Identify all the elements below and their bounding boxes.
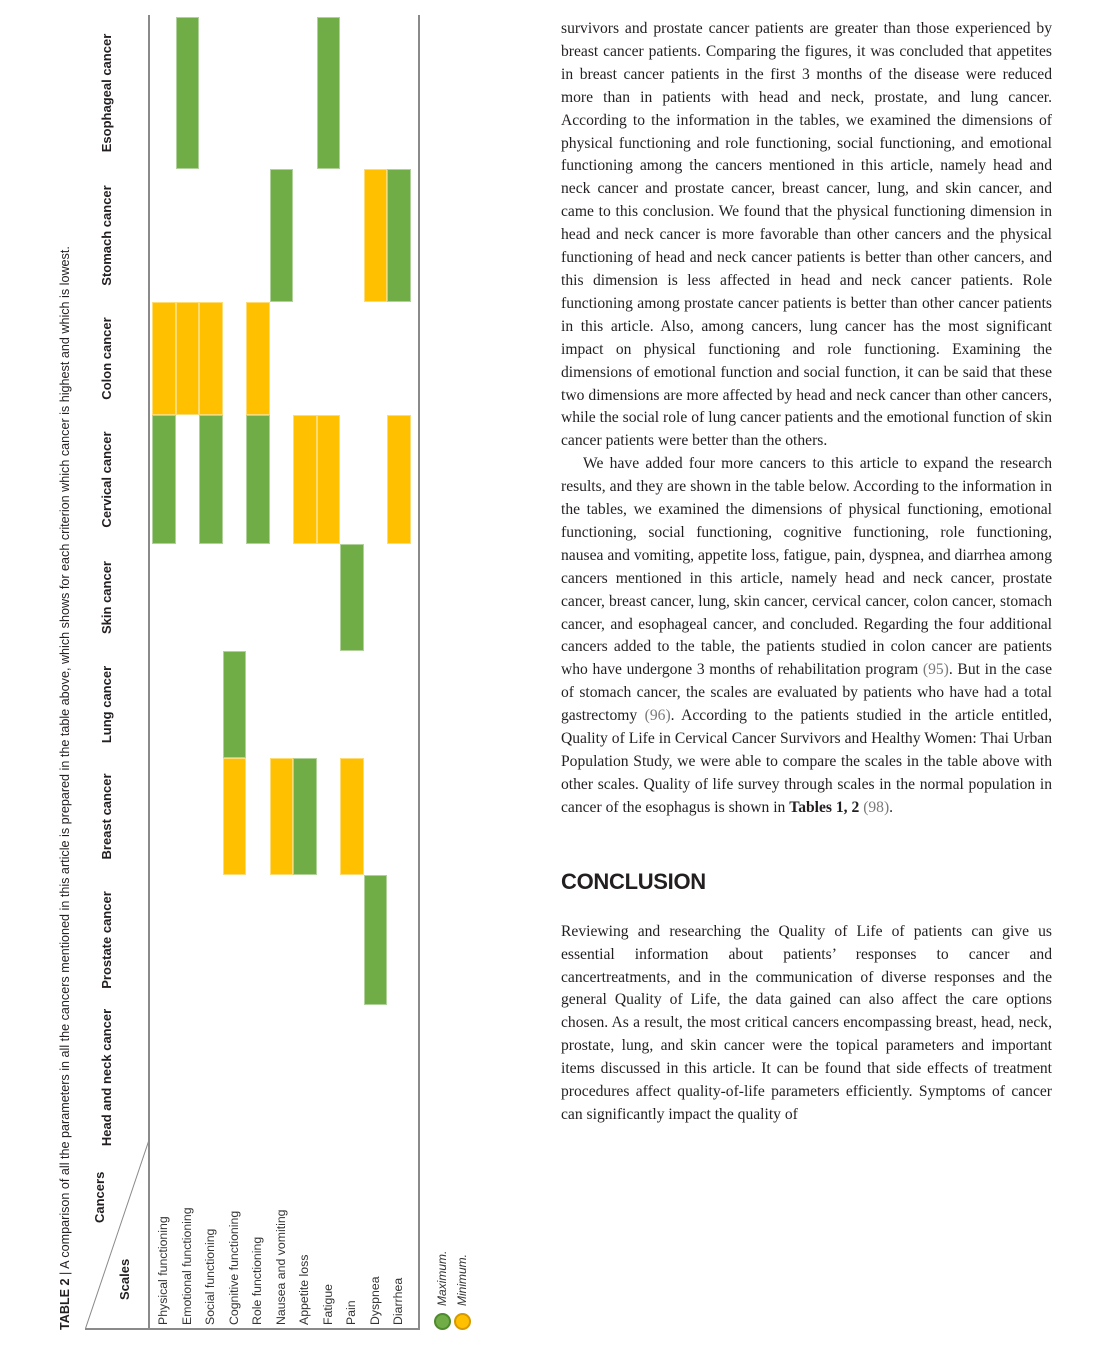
section-heading: CONCLUSION bbox=[561, 868, 706, 894]
cell-max bbox=[270, 169, 294, 302]
table-reference-link[interactable]: Tables 1, 2 bbox=[789, 798, 860, 816]
cell-min bbox=[152, 302, 176, 415]
cell-min bbox=[176, 302, 200, 415]
column-header: Cervical cancer bbox=[98, 431, 114, 528]
cell-min bbox=[340, 758, 364, 875]
header-cancers: Cancers bbox=[92, 1171, 107, 1223]
yellow-circle-icon bbox=[454, 1313, 471, 1330]
column-header: Skin cancer bbox=[98, 561, 114, 634]
cell-min bbox=[199, 302, 223, 415]
legend-label: Maximum. bbox=[435, 1250, 449, 1306]
header-divider bbox=[148, 15, 150, 1330]
cell-max bbox=[176, 17, 200, 169]
cell-max bbox=[199, 415, 223, 544]
row-label: Diarrhea bbox=[391, 1277, 405, 1325]
column-header: Head and neck cancer bbox=[98, 1008, 114, 1147]
cell-max bbox=[223, 651, 247, 758]
cell-min bbox=[387, 415, 411, 544]
cell-min bbox=[364, 169, 388, 302]
cell-min bbox=[317, 415, 341, 544]
row-label: Physical functioning bbox=[156, 1216, 170, 1325]
cell-max bbox=[387, 169, 411, 302]
row-label: Appetite loss bbox=[297, 1254, 311, 1325]
citation-link[interactable]: (98) bbox=[863, 798, 890, 816]
row-label: Pain bbox=[344, 1300, 358, 1325]
cell-max bbox=[317, 17, 341, 169]
column-header: Colon cancer bbox=[98, 317, 114, 400]
row-label: Emotional functioning bbox=[179, 1207, 194, 1325]
cell-max bbox=[293, 758, 317, 875]
paragraph: Reviewing and researching the Quality of Life of patients can give us essential information about patients’ responses to cancer and cancertreatments, and in the communication of diverse responses and the general Quality of Life, the data gained can also affect the care options chosen. As a result, the most critical cancers encompassing breast, head, neck, prostate, lung, and skin cancer were the topical parameters and important items discussed in this article. It can be found that side effects of treatment procedures affect quality-of-life parameters efficiently. Symptoms of cancer can significantly impact the quality of bbox=[561, 922, 1052, 1123]
cell-min bbox=[246, 302, 270, 415]
text-run: . But in the case of stomach cancer, the scales are evaluated by patients who have had a total gastrectomy bbox=[561, 661, 1052, 725]
column-header: Breast cancer bbox=[98, 773, 114, 860]
text-run: . bbox=[889, 798, 894, 816]
cell-max bbox=[246, 415, 270, 544]
table-bottom-rule bbox=[418, 15, 420, 1330]
legend-label: Minimum. bbox=[455, 1253, 469, 1306]
cell-min bbox=[223, 758, 247, 875]
column-header: Prostate cancer bbox=[98, 891, 114, 989]
paragraph: survivors and prostate cancer patients are greater than those experienced by breast cancer patients. Comparing the figures, it was concluded that appetites in breast cancer patients in the first 3 months of the disease were reduced more than in patients with head and neck, prostate, and lung cancer. According to the information in the tables, we examined the dimensions of physical functioning and role functioning, social functioning, and emotional functioning among the cancers mentioned in this article, namely head and neck cancer and prostate cancer, breast cancer, lung, and skin cancer, and came to this conclusion. We found that the physical functioning dimension in head and neck cancer is more favorable than other cancers and the physical functioning of head and neck cancer patients is better than other cancers, and this dimension is less affected in head and neck cancer patients. Role functioning among prostate cancer patients is better than other cancer patients in this article. Also, among cancers, lung cancer has the most significant impact on physical functioning and role functioning. Examining the dimensions of emotional function and social function, it can be said that these two dimensions are more affected by head and neck cancer than other cancers, while the social role of lung cancer patients and the emotional function of skin cancer patients were better than the others. bbox=[561, 20, 1052, 450]
article-column bbox=[561, 18, 1052, 1127]
cell-min bbox=[293, 415, 317, 544]
column-header: Esophageal cancer bbox=[98, 33, 114, 153]
cell-max bbox=[340, 544, 364, 651]
comparison-table bbox=[55, 0, 535, 1340]
row-label: Social functioning bbox=[203, 1228, 217, 1325]
text-run: We have added four more cancers to this article to expand the research results, and they are shown in the table below. According to the information in the tables, we examined the dimensions of physical functioning, emotional functioning, social functioning, cognitive functioning, role functioning, nausea and vomiting, appetite loss, fatigue, pain, dyspnea, and diarrhea among cancers mentioned in this article, namely head and neck cancer, prostate cancer, breast cancer, lung, skin cancer, cervical cancer, colon cancer, stomach cancer, and esophageal cancer, and concluded. Regarding the four additional cancers added to the table, the patients studied in colon cancer are patients who have undergone 3 months of rehabilitation program bbox=[561, 455, 1052, 679]
column-header: Stomach cancer bbox=[98, 185, 114, 286]
table-caption-text: A comparison of all the parameters in all the cancers mentioned in this article is prepared in the table above, which shows for each criterion which cancer is highest and which is lowest. bbox=[58, 246, 72, 1269]
table-caption bbox=[58, 246, 72, 1330]
cell-max bbox=[364, 875, 388, 1005]
header-scales: Scales bbox=[117, 1258, 132, 1300]
legend-minimum bbox=[452, 1254, 472, 1330]
text-run: . According to the patients studied in the article entitled, Quality of Life in Cervical Cancer Survivors and Healthy Women: Thai Urban Population Study, we were able to compare the scales in the table above with other scales. Quality of life survey through scales in the normal population in cancer of the esophagus is shown in bbox=[561, 707, 1052, 816]
row-label: Role functioning bbox=[250, 1236, 264, 1325]
paragraph bbox=[561, 453, 1052, 820]
legend-maximum bbox=[432, 1251, 452, 1330]
green-circle-icon bbox=[434, 1313, 451, 1330]
citation-link[interactable]: (95) bbox=[922, 661, 949, 679]
row-label: Cognitive functioning bbox=[226, 1210, 241, 1325]
cell-min bbox=[270, 758, 294, 875]
citation-link[interactable]: (96) bbox=[644, 707, 671, 725]
row-label: Nausea and vomiting bbox=[273, 1209, 288, 1325]
caption-separator: | bbox=[58, 1268, 72, 1279]
column-header: Lung cancer bbox=[98, 665, 114, 744]
row-label: Dyspnea bbox=[367, 1276, 382, 1325]
table-caption-label: TABLE 2 bbox=[58, 1278, 72, 1330]
row-label: Fatigue bbox=[320, 1283, 335, 1325]
header-diagonal bbox=[85, 1140, 149, 1330]
cell-max bbox=[152, 415, 176, 544]
